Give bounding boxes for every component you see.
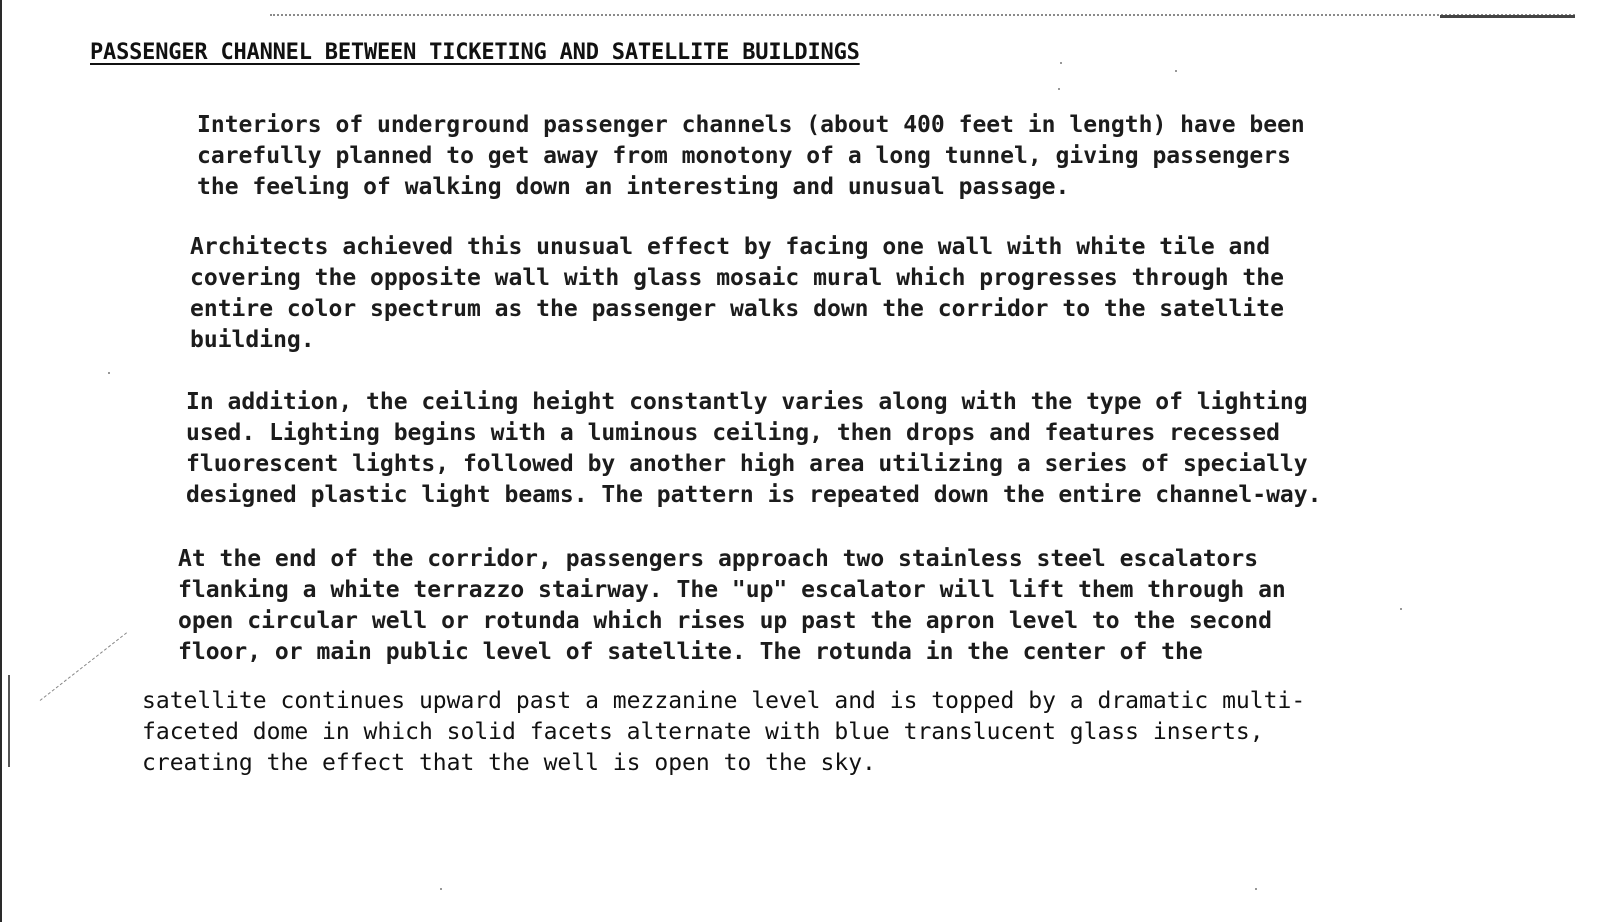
paragraph-line: In addition, the ceiling height constantly varies along with the type of lighting — [186, 389, 1308, 415]
paragraph-line: entire color spectrum as the passenger walks down the corridor to the satellite — [190, 296, 1284, 322]
paragraph-line: Architects achieved this unusual effect by facing one wall with white tile and — [190, 234, 1271, 260]
paragraph-5 — [142, 686, 1305, 779]
paragraph-line: building. — [190, 327, 315, 353]
page-left-edge — [0, 0, 2, 922]
top-solid-rule — [1440, 15, 1575, 18]
paragraph-3 — [186, 387, 1321, 511]
paragraph-line: floor, or main public level of satellite. The rotunda in the center of the — [178, 639, 1203, 665]
paragraph-line: covering the opposite wall with glass mosaic mural which progresses through the — [190, 265, 1284, 291]
paragraph-line: open circular well or rotunda which rises up past the apron level to the second — [178, 608, 1272, 634]
margin-mark — [8, 675, 10, 767]
paragraph-line: fluorescent lights, followed by another high area utilizing a series of specially — [186, 451, 1308, 477]
document-heading: PASSENGER CHANNEL BETWEEN TICKETING AND SATELLITE BUILDINGS — [90, 40, 860, 65]
paragraph-2 — [190, 232, 1284, 356]
paragraph-line: used. Lighting begins with a luminous ceiling, then drops and features recessed — [186, 420, 1280, 446]
paragraph-line: satellite continues upward past a mezzanine level and is topped by a dramatic multi- — [142, 688, 1306, 714]
paragraph-line: Interiors of underground passenger channels (about 400 feet in length) have been — [197, 112, 1305, 138]
paragraph-line: creating the effect that the well is open to the sky. — [142, 750, 876, 776]
paper-speck — [1255, 888, 1257, 890]
top-dotted-rule — [270, 14, 1575, 16]
paragraph-line: the feeling of walking down an interesting and unusual passage. — [197, 174, 1070, 200]
paper-speck — [440, 888, 442, 890]
paper-speck — [1060, 62, 1062, 64]
paragraph-line: flanking a white terrazzo stairway. The "up" escalator will lift them through an — [178, 577, 1286, 603]
paper-speck — [1400, 608, 1402, 610]
paragraph-line: carefully planned to get away from monotony of a long tunnel, giving passengers — [197, 143, 1291, 169]
paragraph-4 — [178, 544, 1286, 668]
paragraph-line: designed plastic light beams. The pattern is repeated down the entire channel-way. — [186, 482, 1322, 508]
paragraph-line: At the end of the corridor, passengers approach two stainless steel escalators — [178, 546, 1259, 572]
paragraph-1 — [197, 110, 1305, 203]
paper-speck — [1058, 88, 1060, 90]
margin-slash-mark — [40, 632, 127, 701]
paragraph-line: faceted dome in which solid facets alternate with blue translucent glass inserts, — [142, 719, 1264, 745]
paper-speck — [1175, 70, 1177, 72]
paper-speck — [108, 372, 110, 374]
